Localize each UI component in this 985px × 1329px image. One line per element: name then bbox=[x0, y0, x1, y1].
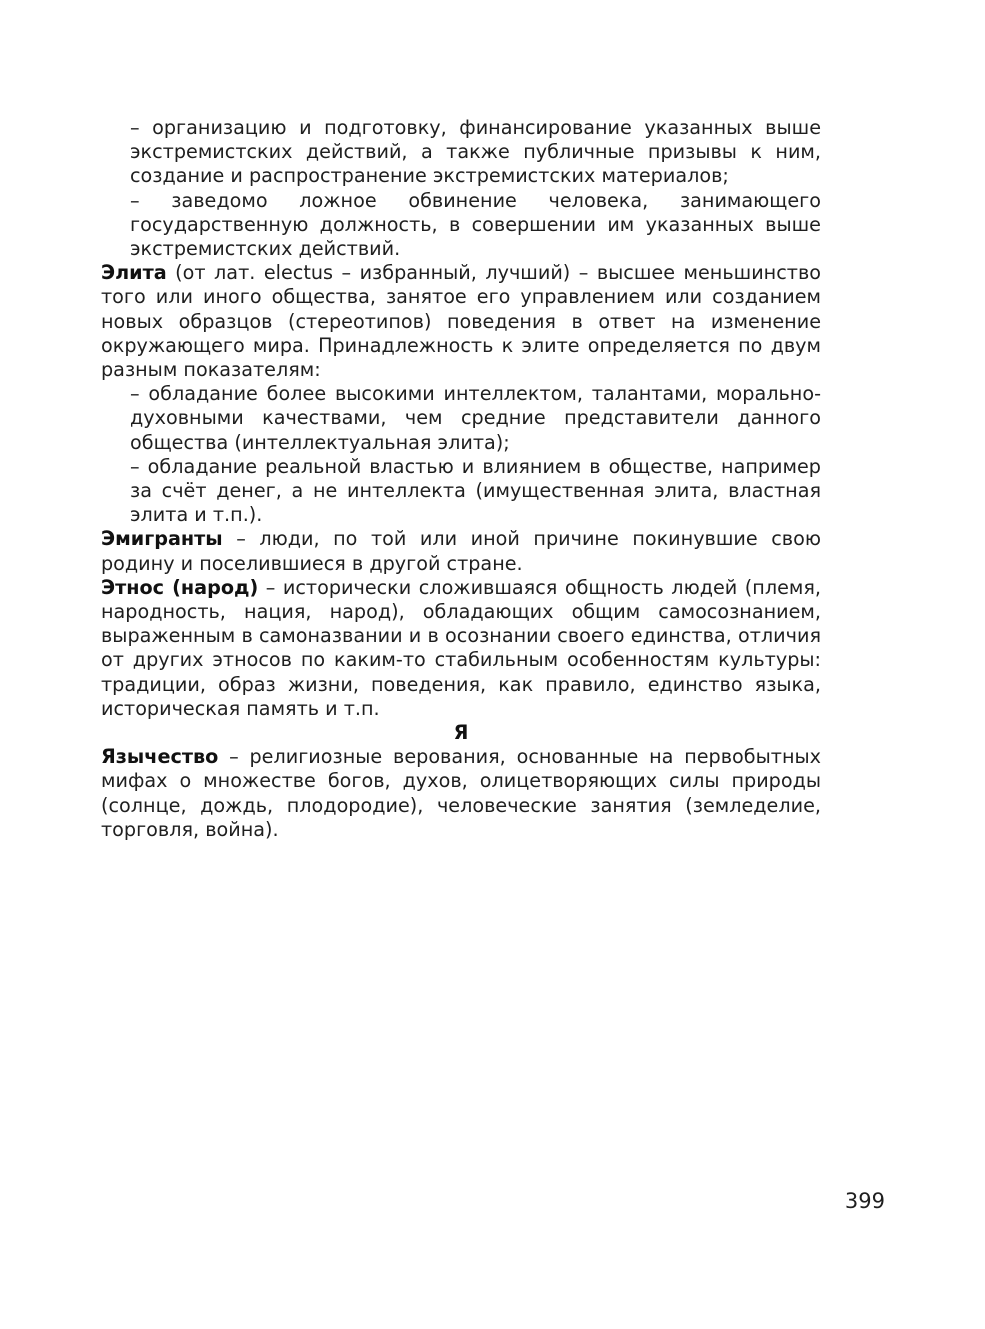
glossary-definition: – исторически сложившаяся общность людей (племя, народность, нация, народ), обладающих общим самосознанием, выраженным в самоназвании и в осознании своего единства, отличия от других этносов по каким-то стабильным особенностям культуры: традиции, образ жизни, поведения, как правило, единство языка, историческая память и т.п. bbox=[101, 575, 821, 720]
glossary-entry-emigranty bbox=[101, 527, 821, 575]
glossary-entry-etnos bbox=[101, 576, 821, 721]
glossary-entry-elita bbox=[101, 261, 821, 382]
section-letter-heading: Я bbox=[453, 721, 469, 745]
list-item: – обладание более высокими интеллектом, талантами, морально-духовными качествами, чем средние представители данного общества (интеллектуальная элита); bbox=[130, 382, 821, 454]
glossary-definition: (от лат. electus – избранный, лучший) – высшее меньшинство того или иного общества, занятое его управлением или созданием новых образцов (стереотипов) поведения в ответ на изменение окружающего мира. Принадлежность к элите определяется по двум разным показателям: bbox=[101, 261, 821, 382]
glossary-term: Эмигранты bbox=[101, 527, 223, 551]
glossary-definition: – люди, по той или иной причине покинувшие свою родину и поселившиеся в другой стране. bbox=[101, 527, 821, 575]
page-number: 399 bbox=[844, 1189, 885, 1213]
glossary-term: Элита bbox=[101, 261, 167, 285]
list-item: – обладание реальной властью и влиянием в обществе, например за счёт денег, а не интеллекта (имущественная элита, властная элита и т.п.). bbox=[130, 454, 821, 527]
glossary-text bbox=[101, 116, 821, 842]
list-item: – заведомо ложное обвинение человека, занимающего государственную должность, в совершении им указанных выше экстремистских действий. bbox=[130, 188, 821, 261]
glossary-entry-yazychestvo bbox=[101, 745, 821, 842]
glossary-definition: – религиозные верования, основанные на первобытных мифах о множестве богов, духов, олицетворяющих силы природы (солнце, дождь, плодородие), человеческие занятия (земледелие, торговля, война). bbox=[101, 745, 821, 841]
list-item: – организацию и подготовку, финансирование указанных выше экстремистских действий, а также публичные призывы к ним, создание и распространение экстремистских материалов; bbox=[130, 116, 821, 188]
glossary-term: Этнос (народ) bbox=[101, 575, 259, 599]
glossary-term: Язычество bbox=[101, 745, 219, 769]
